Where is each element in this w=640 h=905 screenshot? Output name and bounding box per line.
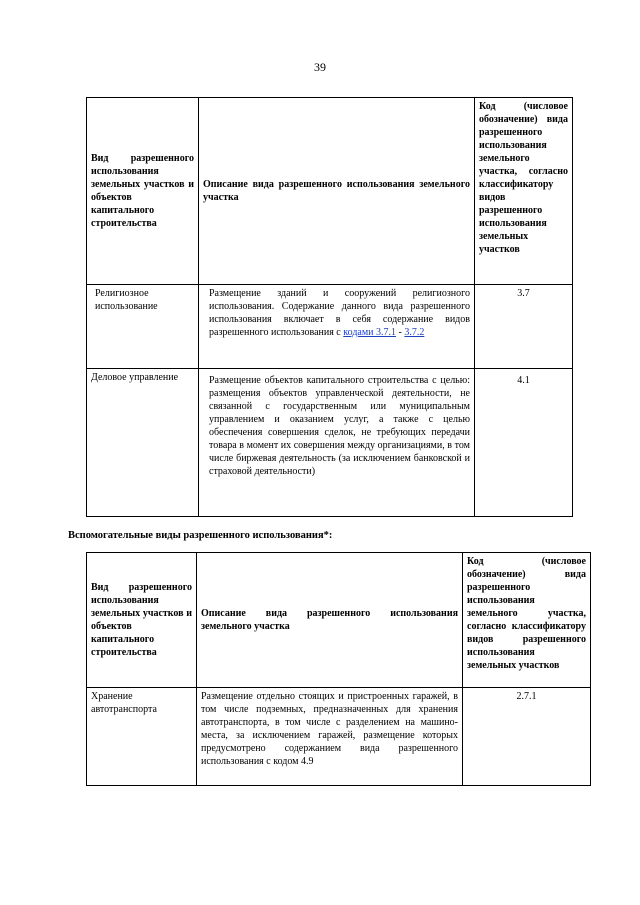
link-separator: - [396,327,405,338]
row-type: Религиозное использование [87,285,199,369]
table-row [87,688,591,786]
table-header-row [87,98,573,285]
header-code: Код (числовое обозначение) вида разрешенного использования земельного участка, согласно классификатору видов разрешенного использования земельных участков [463,553,591,688]
auxiliary-uses-table [86,552,591,786]
header-description: Описание вида разрешенного использования земельного участка [199,98,475,285]
header-type: Вид разрешенного использования земельных участков и объектов капитального строительства [87,553,197,688]
header-description: Описание вида разрешенного использования земельного участка [197,553,463,688]
table-row [87,369,573,517]
header-type: Вид разрешенного использования земельных участков и объектов капитального строительства [87,98,199,285]
header-code: Код (числовое обозначение) вида разрешенного использования земельного участка, согласно классификатору видов разрешенного использования земельных участков [475,98,573,285]
row-description [199,285,475,369]
row-code: 2.7.1 [463,688,591,786]
section-title: Вспомогательные виды разрешенного использования*: [68,530,333,541]
row-code: 4.1 [475,369,573,517]
row-description: Размещение объектов капитального строительства с целью: размещения объектов управленческой деятельности, не связанной с государственным или муниципальным управлением и оказанием услуг, а также с целью обеспечения совершения сделок, не требующих передачи товара в момент их совершения между организациями, в том числе биржевая деятельность (за исключением банковской и страховой деятельности) [199,369,475,517]
code-link-3-7-2[interactable]: 3.7.2 [404,327,425,338]
row-type: Деловое управление [87,369,199,517]
row-description: Размещение отдельно стоящих и пристроенных гаражей, в том числе подземных, предназначенных для хранения автотранспорта, в том числе с разделением на машино-места, за исключением гаражей, размещение которых предусмотрено содержанием вида разрешенного использования с кодом 4.9 [197,688,463,786]
row-type: Хранение автотранспорта [87,688,197,786]
description-text: Размещение зданий и сооружений религиозного использования. Содержание данного вида разрешенного использования включает в себя содержание видов разрешенного использования с [209,288,470,338]
code-link-3-7-1[interactable]: кодами 3.7.1 [343,327,397,338]
main-uses-table [86,97,573,517]
table-header-row [87,553,591,688]
table-row [87,285,573,369]
row-code: 3.7 [475,285,573,369]
page-number: 39 [314,60,326,74]
